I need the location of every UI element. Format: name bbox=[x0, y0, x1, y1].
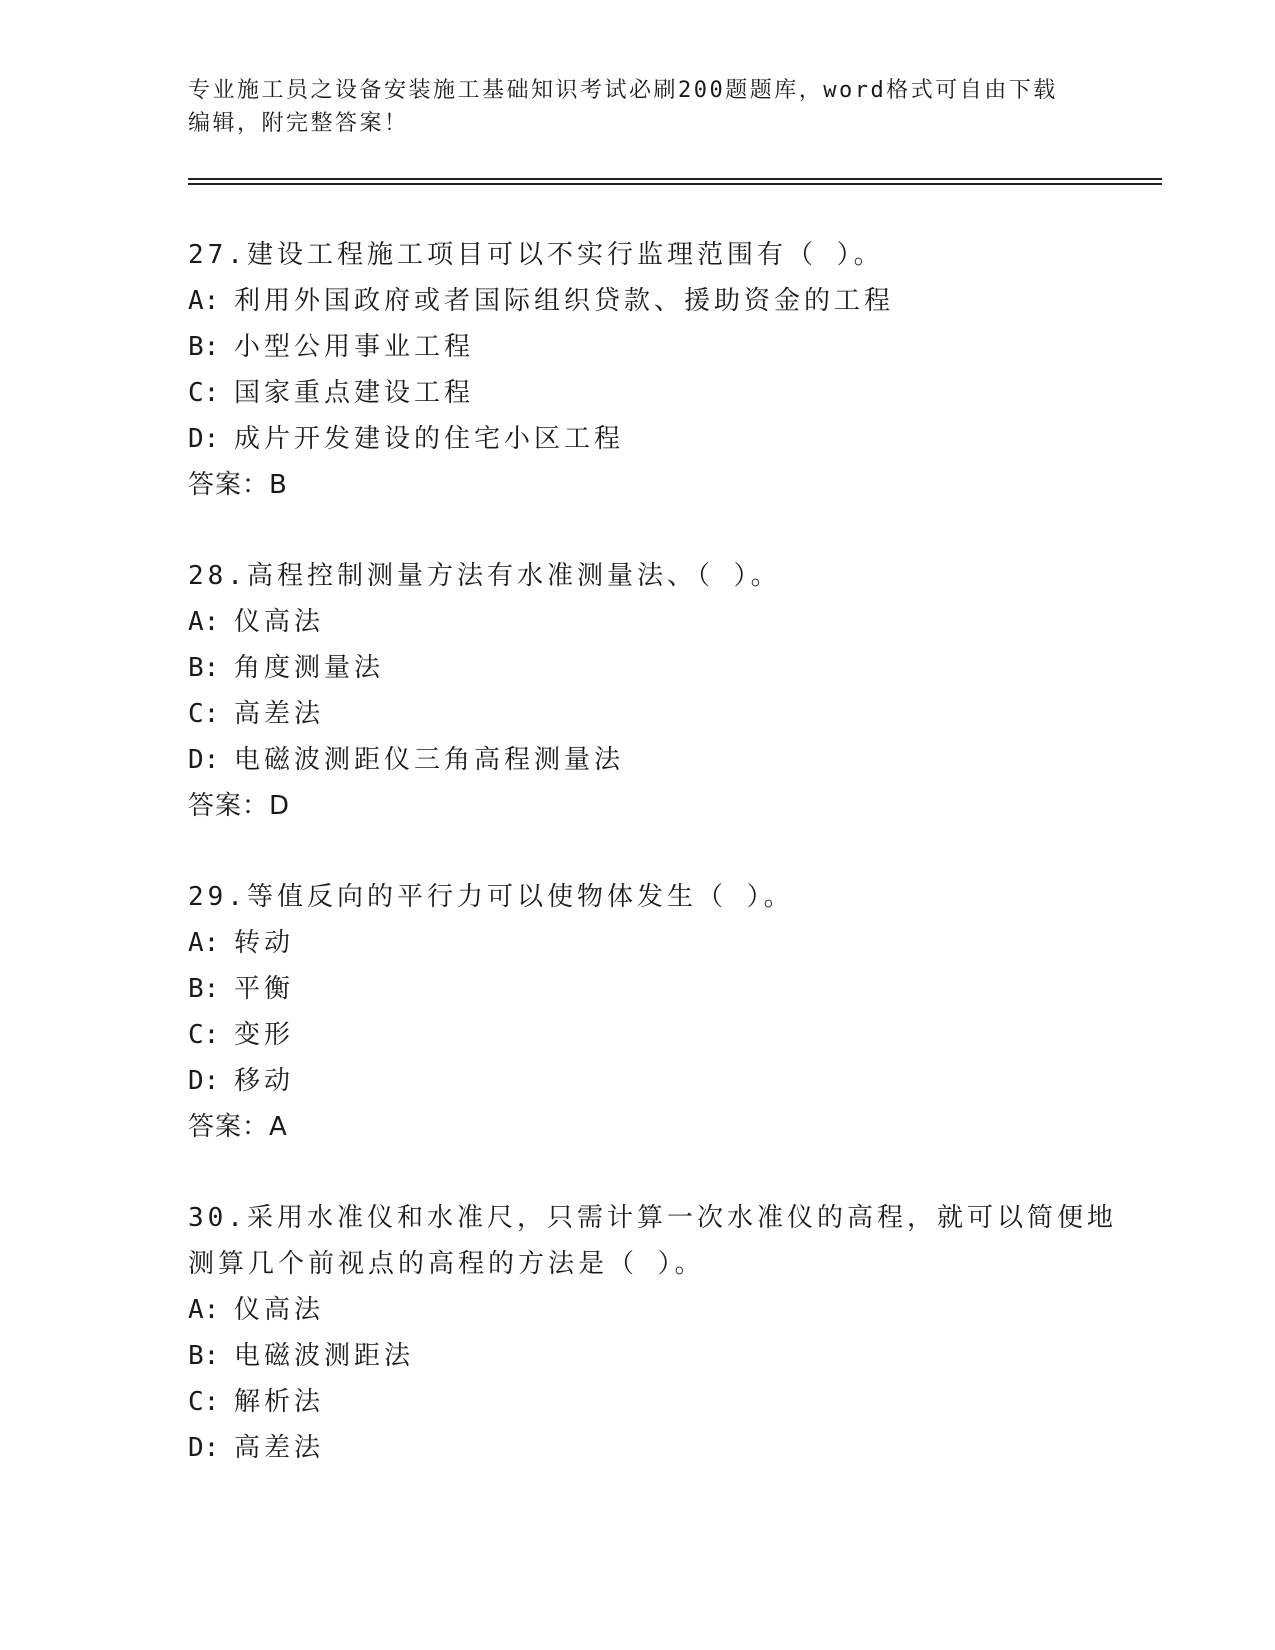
question-stem: 29.等值反向的平行力可以使物体发生（ ）。 bbox=[188, 882, 794, 912]
option-text: 移动 bbox=[234, 1066, 295, 1096]
option-text: 小型公用事业工程 bbox=[234, 332, 475, 362]
option-text: 解析法 bbox=[234, 1387, 325, 1417]
option-text: 转动 bbox=[234, 928, 295, 958]
option-row bbox=[188, 324, 1148, 370]
option-row bbox=[188, 920, 1148, 966]
option-letter: A: bbox=[188, 607, 220, 637]
option-text: 角度测量法 bbox=[234, 653, 385, 683]
option-row bbox=[188, 1333, 1148, 1379]
document-header bbox=[188, 74, 1088, 140]
option-letter: B: bbox=[188, 653, 220, 683]
option-row bbox=[188, 1379, 1148, 1425]
option-letter: A: bbox=[188, 928, 220, 958]
answer-line: 答案：A bbox=[188, 1112, 288, 1142]
option-row bbox=[188, 278, 1148, 324]
option-letter: A: bbox=[188, 286, 220, 316]
option-row bbox=[188, 1287, 1148, 1333]
option-letter: C: bbox=[188, 699, 220, 729]
option-letter: D: bbox=[188, 424, 220, 454]
option-letter: B: bbox=[188, 332, 220, 362]
option-text: 平衡 bbox=[234, 974, 295, 1004]
option-row bbox=[188, 645, 1148, 691]
question-stem: 测算几个前视点的高程的方法是（ ）。 bbox=[188, 1249, 705, 1279]
header-divider-top bbox=[188, 178, 1162, 180]
header-line-2: 编辑，附完整答案！ bbox=[188, 111, 409, 136]
header-line-1: 专业施工员之设备安装施工基础知识考试必刷200题题库，word格式可自由下载 bbox=[188, 78, 1058, 103]
option-row bbox=[188, 691, 1148, 737]
option-text: 高差法 bbox=[234, 1433, 325, 1463]
option-text: 国家重点建设工程 bbox=[234, 378, 475, 408]
option-text: 成片开发建设的住宅小区工程 bbox=[234, 424, 625, 454]
option-row bbox=[188, 1012, 1148, 1058]
question-block bbox=[188, 553, 1148, 829]
option-row bbox=[188, 416, 1148, 462]
option-letter: C: bbox=[188, 378, 220, 408]
question-stem: 30.采用水准仪和水准尺，只需计算一次水准仪的高程，就可以简便地 bbox=[188, 1203, 1117, 1233]
header-divider-bottom bbox=[188, 183, 1162, 185]
option-letter: D: bbox=[188, 1433, 220, 1463]
question-block bbox=[188, 874, 1148, 1150]
option-letter: A: bbox=[188, 1295, 220, 1325]
option-text: 仪高法 bbox=[234, 607, 325, 637]
option-text: 电磁波测距仪三角高程测量法 bbox=[234, 745, 625, 775]
option-letter: B: bbox=[188, 974, 220, 1004]
question-list bbox=[188, 232, 1148, 1516]
answer-line: 答案：D bbox=[188, 791, 291, 821]
option-row bbox=[188, 1425, 1148, 1471]
option-text: 变形 bbox=[234, 1020, 295, 1050]
option-row bbox=[188, 737, 1148, 783]
option-letter: D: bbox=[188, 1066, 220, 1096]
question-block bbox=[188, 232, 1148, 508]
option-row bbox=[188, 966, 1148, 1012]
option-text: 利用外国政府或者国际组织贷款、援助资金的工程 bbox=[234, 286, 895, 316]
question-stem: 28.高程控制测量方法有水准测量法、（ ）。 bbox=[188, 561, 781, 591]
option-text: 仪高法 bbox=[234, 1295, 325, 1325]
option-letter: C: bbox=[188, 1020, 220, 1050]
question-stem: 27.建设工程施工项目可以不实行监理范围有（ ）。 bbox=[188, 240, 884, 270]
option-letter: B: bbox=[188, 1341, 220, 1371]
option-row bbox=[188, 370, 1148, 416]
answer-line: 答案：B bbox=[188, 470, 288, 500]
option-text: 高差法 bbox=[234, 699, 325, 729]
question-block bbox=[188, 1195, 1148, 1471]
option-row bbox=[188, 599, 1148, 645]
option-row bbox=[188, 1058, 1148, 1104]
option-letter: C: bbox=[188, 1387, 220, 1417]
option-letter: D: bbox=[188, 745, 220, 775]
option-text: 电磁波测距法 bbox=[234, 1341, 415, 1371]
